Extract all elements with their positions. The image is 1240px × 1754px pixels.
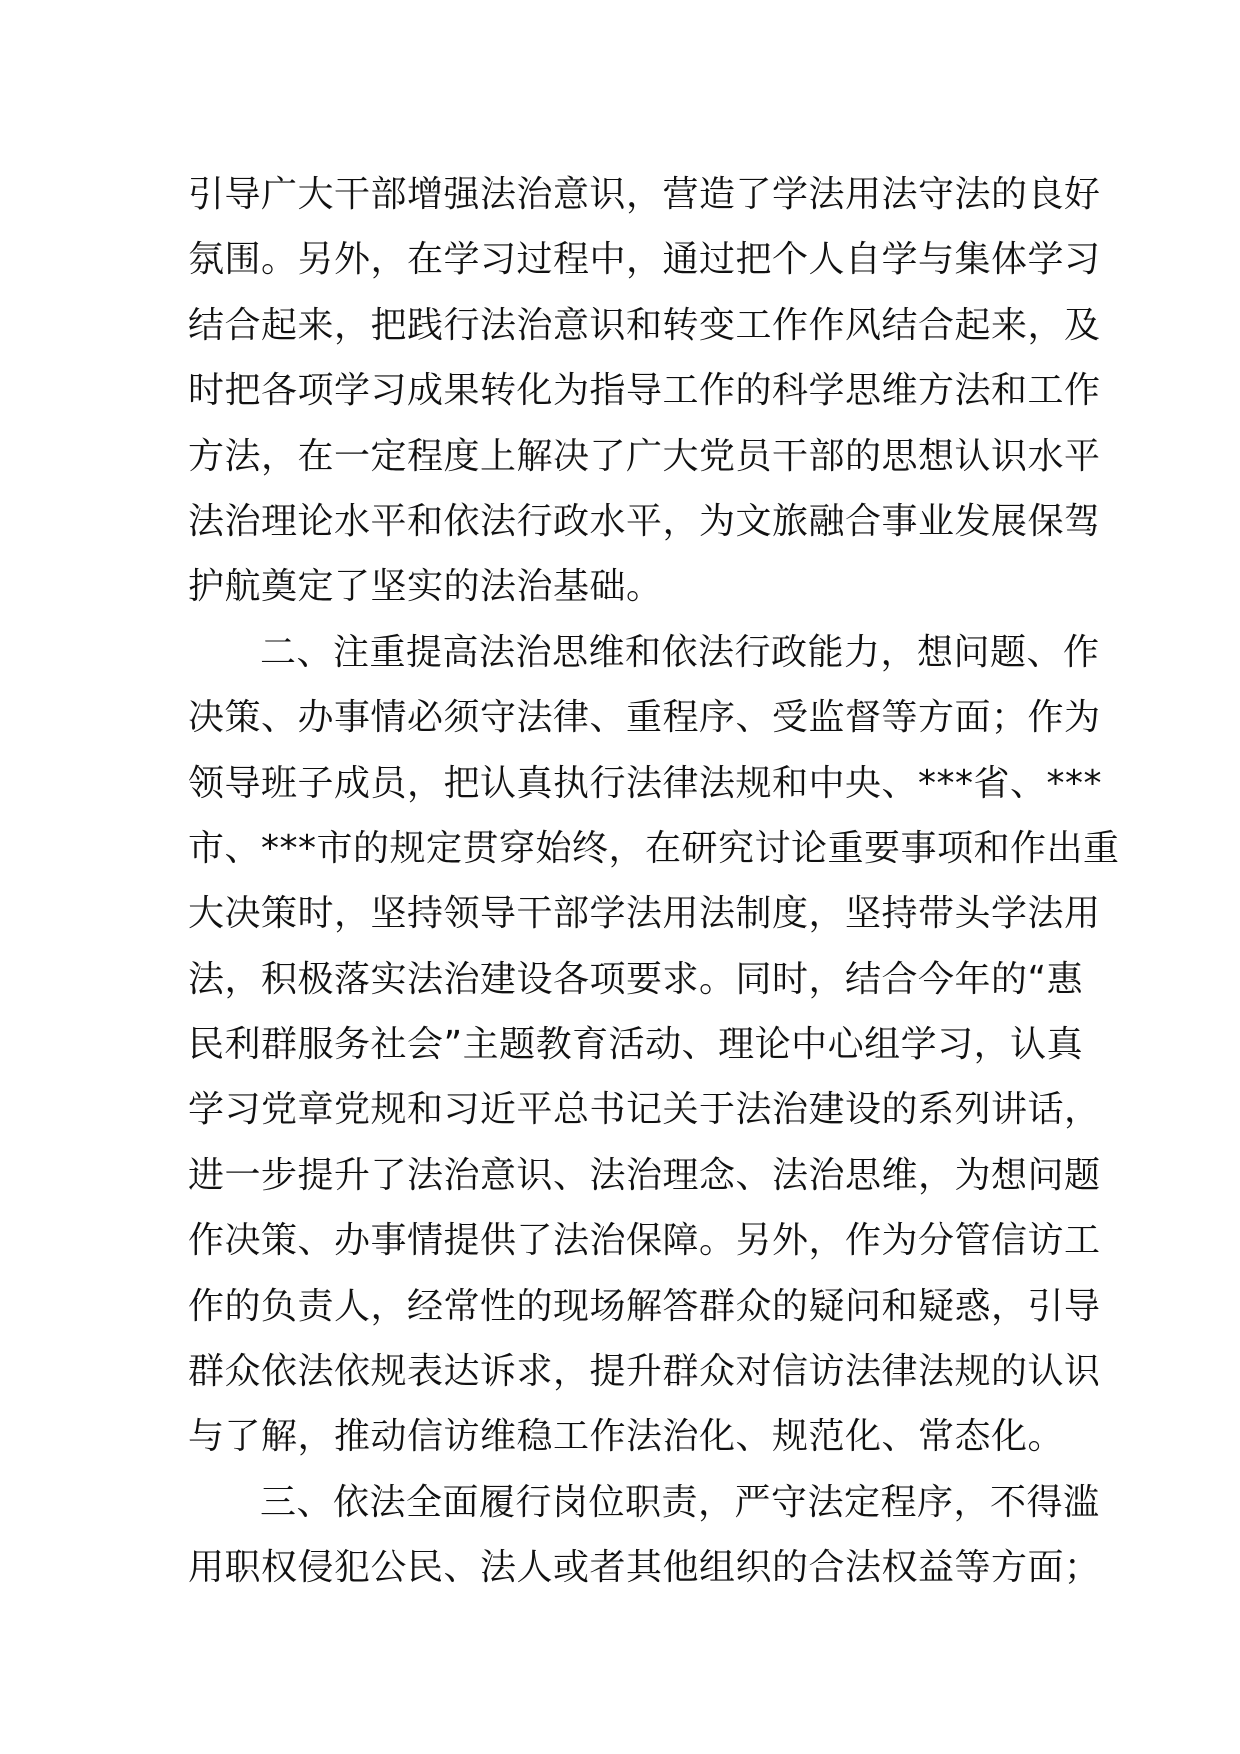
paragraph-3-line-2: 用职权侵犯公民、法人或者其他组织的合法权益等方面； — [188, 1547, 1101, 1589]
paragraph-3-line-1: 三、依法全面履行岗位职责，严守法定程序，不得滥 — [260, 1481, 1100, 1523]
paragraph-2-line-1: 二、注重提高法治思维和依法行政能力，想问题、作 — [260, 631, 1100, 673]
paragraph-2-line-12: 群众依法依规表达诉求，提升群众对信访法律法规的认识 — [188, 1351, 1101, 1393]
paragraph-2-line-11: 作的负责人，经常性的现场解答群众的疑问和疑惑，引导 — [188, 1285, 1101, 1327]
paragraph-1-line-7: 护航奠定了坚实的法治基础。 — [188, 566, 663, 608]
paragraph-2-line-3: 领导班子成员，把认真执行法律法规和中央、***省、*** — [188, 762, 1103, 804]
paragraph-1-line-5: 方法，在一定程度上解决了广大党员干部的思想认识水平 — [188, 435, 1101, 477]
paragraph-2-line-6: 法，积极落实法治建设各项要求。同时，结合今年的“惠 — [188, 958, 1084, 1000]
paragraph-2-line-7: 民利群服务社会”主题教育活动、理论中心组学习，认真 — [188, 1024, 1084, 1066]
paragraph-2-line-2: 决策、办事情必须守法律、重程序、受监督等方面；作为 — [188, 697, 1101, 739]
paragraph-2-line-10: 作决策、办事情提供了法治保障。另外，作为分管信访工 — [188, 1220, 1101, 1262]
paragraph-2-line-13: 与了解，推动信访维稳工作法治化、规范化、常态化。 — [188, 1416, 1065, 1458]
paragraph-1-line-4: 时把各项学习成果转化为指导工作的科学思维方法和工作 — [188, 370, 1101, 412]
body-text — [188, 162, 1120, 1601]
paragraph-1-line-2: 氛围。另外，在学习过程中，通过把个人自学与集体学习 — [188, 239, 1101, 281]
paragraph-2-line-8: 学习党章党规和习近平总书记关于法治建设的系列讲话， — [188, 1089, 1101, 1131]
paragraph-2-line-5: 大决策时，坚持领导干部学法用法制度，坚持带头学法用 — [188, 893, 1101, 935]
paragraph-1-line-3: 结合起来，把践行法治意识和转变工作作风结合起来，及 — [188, 304, 1101, 346]
paragraph-1-line-6: 法治理论水平和依法行政水平，为文旅融合事业发展保驾 — [188, 500, 1101, 542]
paragraph-1-line-1: 引导广大干部增强法治意识，营造了学法用法守法的良好 — [188, 174, 1101, 215]
paragraph-2-line-9: 进一步提升了法治意识、法治理念、法治思维，为想问题 — [188, 1154, 1101, 1196]
paragraph-2-line-4: 市、***市的规定贯穿始终，在研究讨论重要事项和作出重 — [188, 827, 1120, 869]
